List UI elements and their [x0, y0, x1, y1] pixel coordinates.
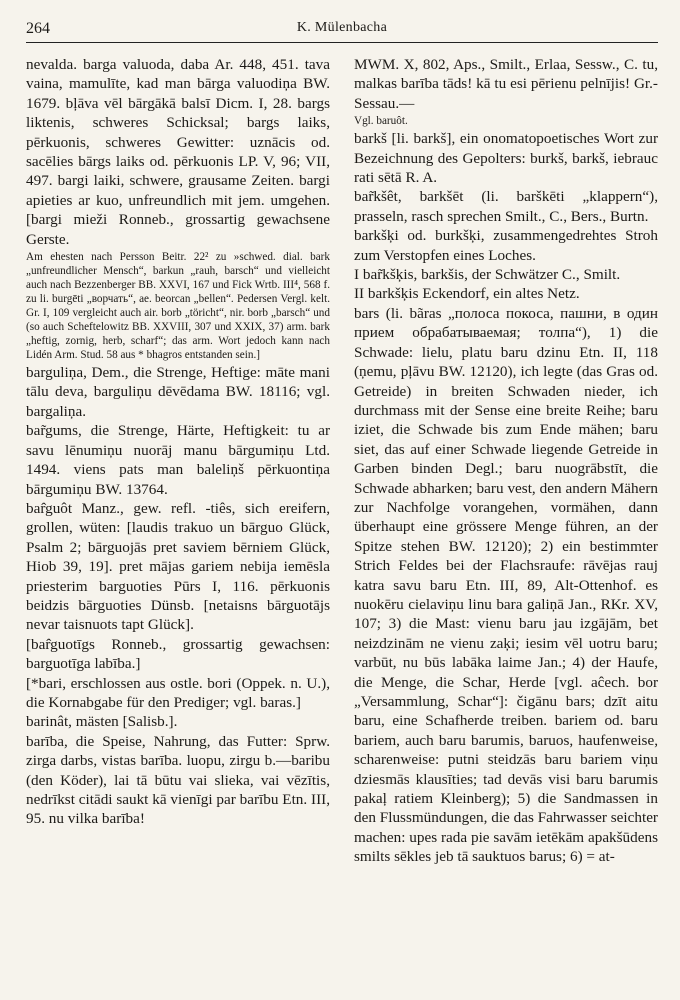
dictionary-note: Vgl. baruôt. [354, 115, 408, 128]
right-column [354, 55, 658, 867]
dictionary-entry: nevalda. barga valuoda, daba Ar. 448, 451. tava vaina, mamulīte, kad man bārga valuodiņa BW. 1679. bļāva vēl bārgākā balsī Dicm. I, 28. bargs liktenis, schweres Schicksal; bargs laiks, pērkuonis, schweres Gewitter: uznācis od. sacēlies bārgs laiks od. pērkuonis LP. V, 96; VII, 497. bargi laiki, schwere, grausame Zeiten. bargi apieties ar kuo, unfreundlich mit jem. umgehen. [bargi mieži Ronneb., grossartig gewachsene Gerste. [26, 56, 330, 248]
dictionary-entry: bar̂guôt Manz., gew. refl. -tiês, sich ereifern, grollen, wüten: [laudis trakuo un bārguo Glück, Psalm 2; bārguojās pret saviem bērniem Glück, Hiob 39, 19]. pret mājas gariem nebija iemēsla priesterim barguoties Pūrs I, 116. pērkuonis beidzis bārguoties Dünsb. [netaisns bārguotājs nevar taisnuots tapt Glück]. [26, 499, 330, 634]
dictionary-entry: barkš [li. barkš], ein onomatopoetisches Wort zur Bezeichnung des Gepolters: burkš, barkš, iebrauc rati sētā R. A. [354, 130, 658, 187]
dictionary-entry: MWM. X, 802, Aps., Smilt., Erlaa, Sessw., C. tu, malkas barība tāds! kā tu esi pērienu pelnījis! Gr.-Sessau.— [354, 56, 658, 112]
two-column-body [26, 55, 658, 867]
dictionary-entry: barkšķi od. burkšķi, zusammengedrehtes Stroh zum Verstopfen eines Loches. [354, 227, 658, 264]
left-column [26, 55, 330, 867]
dictionary-entry: barība, die Speise, Nahrung, das Futter: Sprw. zirga darbs, vistas barība. luopu, zirgu b.—baribu (den Köder), lai tā būtu vai slieka, vai vēzītis, nedrīkst citādi saukt kā vienīgi par barību Etn. III, 95. nu vilka barība! [26, 732, 330, 828]
dictionary-entry: bars (li. bãras „полоса покоса, пашни, в один прием обрабатываемая; толпа“), 1) die Schwade: lielu, platu baru dzinu Etn. II, 118 (ņemu, pļāvu BW. 12120), ich legte (das Gras od. Getreide) in breiten Schwaden nieder, ich durchmass mit der Sense eine breite Reihe; baru iziet, die Schwade bis zum Ende mähen; baru siet, das auf einer Schwade liegende Getreide in Garben binden Degl.; baru nuogrābstīt, die Schwade abharken; baru vest, den andern Mähern zur Nachfolge vorangehen, vormähen, dann überhaupt eine grössere Menge führen, an der Spitze stehen BW. 12120); 2) ein bestimmter Strich Feldes bei der Flachsraufe: rāvējas rauj katra savu baru Etn. III, 89, Alt-Ottenhof. es nuokēru cielaviņu linu bara galiņā Jan., RKr. XV, 107; 3) die Mast: vienu baru jau izgājām, bet neizdzinām ne vienu zaķi; iesim vēl uotru baru; varbūt, nu būs labāka laime Jan.; 4) der Haufe, die Menge, die Schar, Herde [vgl. aĉech. bor „Versammlung, Schar“]: čigānu bars; dzīt aitu baru, eine Schafherde treiben. bariem od. baru bariem, auch baru barumis, baruos, haufenweise, scharenweise: putni steidzās baru bariem viņu dziesmās klausīties; tad devās visi baru barumis pakaļ ratiem Kleinberg); 5) die Sandmassen in den Flussmündungen, die das Fahrwasser seichter machen: upes rada pie savām ietēkām apakšūdens smilts sēkles jeb tā sauktuos barus; 6) = at- [354, 304, 658, 866]
page-number: 264 [26, 20, 50, 37]
dictionary-entry: [*bari, erschlossen aus ostle. bori (Oppek. n. U.), die Kornabgabe für den Prediger; vgl. baras.] [26, 674, 330, 711]
dictionary-entry: [bar̂guotīgs Ronneb., grossartig gewachsen: barguotīga labība.] [26, 635, 330, 673]
dictionary-entry: bar̃kšêt, barkšēt (li. barškēti „klappern“), prasseln, rasch sprechen Smilt., C., Bers., Burtn. [354, 188, 658, 225]
dictionary-entry: bar̃gums, die Strenge, Härte, Heftigkeit: tu ar savu lēnumiņu nuorāj manu bārgumiņu Ltd. 1494. viens pats man baleliņš pērkuontiņa bārgumiņu BW. 13764. [26, 422, 330, 498]
page-header [26, 18, 658, 43]
dictionary-entry: I bar̃kšķis, barkšis, der Schwätzer C., Smilt. [354, 266, 621, 284]
dictionary-entry: II barkšķis Eckendorf, ein altes Netz. [354, 285, 580, 303]
dictionary-entry: barguliņa, Dem., die Strenge, Heftige: māte mani tālu deva, barguliņu dēvēdama BW. 18116; vgl. bargaliņa. [26, 364, 330, 420]
dictionary-entry: barinât, mästen [Salisb.]. [26, 713, 178, 731]
dictionary-note: Am ehesten nach Persson Beitr. 22² zu »schwed. dial. bark „unfreundlicher Mensch“, barkun „rauh, barsch“ und vielleicht auch nach Bezzenberger BB. XXVI, 167 und Fick Wrtb. III⁴, 568 f. zu li. burgēti „ворчать“, ae. beorcan „bellen“. Pedersen Vergl. kelt. Gr. I, 109 vergleicht auch air. borb „töricht“, nir. borb „barsch“ und (so auch Scheftelowitz BB. XXVIII, 307 und XXIX, 37) arm. bark „heftig, zornig, herb, scharf“; das arm. Wort jedoch kann nach Lidén Arm. Stud. 58 aus * bhagros entstanden sein.] [26, 251, 330, 362]
running-title: K. Mülenbacha [296, 20, 388, 35]
